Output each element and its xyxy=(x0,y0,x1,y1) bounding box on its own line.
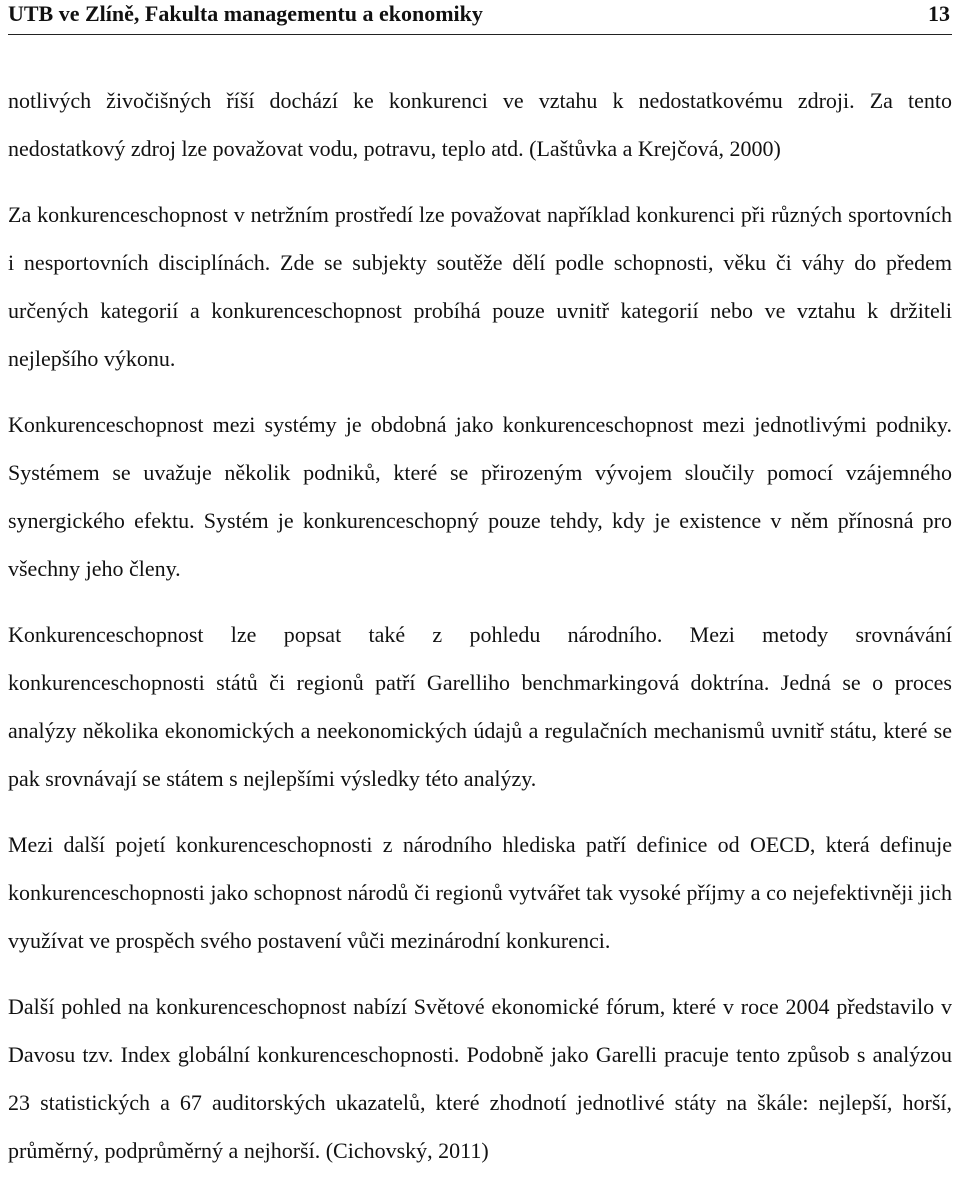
running-header xyxy=(8,0,952,35)
paragraph: Další pohled na konkurenceschopnost nabízí Světové ekonomické fórum, které v roce 2004 představilo v Davosu tzv. Index globální konkurenceschopnosti. Podobně jako Garelli pracuje tento způsob s analýzou 23 statistických a 67 auditorských ukazatelů, které zhodnotí jednotlivé státy na škále: nejlepší, horší, průměrný, podprůměrný a nejhorší. (Cichovský, 2011) xyxy=(8,994,952,1163)
body-text xyxy=(8,77,952,1175)
paragraph-continued: notlivých živočišných říší dochází ke konkurenci ve vztahu k nedostatkovému zdroji. Za tento nedostatkový zdroj lze považovat vodu, potravu, teplo atd. (Laštůvka a Krejčová, 2000) xyxy=(8,88,952,161)
paragraph: Konkurenceschopnost lze popsat také z pohledu národního. Mezi metody srovnávání konkurenceschopnosti států či regionů patří Garelliho benchmarkingová doktrína. Jedná se o proces analýzy několika ekonomických a neekonomických údajů a regulačních mechanismů uvnitř státu, které se pak srovnávají se státem s nejlepšími výsledky této analýzy. xyxy=(8,622,952,791)
paragraph: Konkurenceschopnost mezi systémy je obdobná jako konkurenceschopnost mezi jednotlivými podniky. Systémem se uvažuje několik podniků, které se přirozeným vývojem sloučily pomocí vzájemného synergického efektu. Systém je konkurenceschopný pouze tehdy, kdy je existence v něm přínosná pro všechny jeho členy. xyxy=(8,412,952,581)
header-title: UTB ve Zlíně, Fakulta managementu a ekonomiky xyxy=(8,1,483,26)
paragraph: Mezi další pojetí konkurenceschopnosti z národního hlediska patří definice od OECD, která definuje konkurenceschopnosti jako schopnost národů či regionů vytvářet tak vysoké příjmy a co nejefektivněji jich využívat ve prospěch svého postavení vůči mezinárodní konkurenci. xyxy=(8,832,952,953)
paragraph: Za konkurenceschopnost v netržním prostředí lze považovat například konkurenci při různých sportovních i nesportovních disciplínách. Zde se subjekty soutěže dělí podle schopnosti, věku či váhy do předem určených kategorií a konkurenceschopnost probíhá pouze uvnitř kategorií nebo ve vztahu k držiteli nejlepšího výkonu. xyxy=(8,202,952,371)
page-number: 13 xyxy=(928,1,950,26)
